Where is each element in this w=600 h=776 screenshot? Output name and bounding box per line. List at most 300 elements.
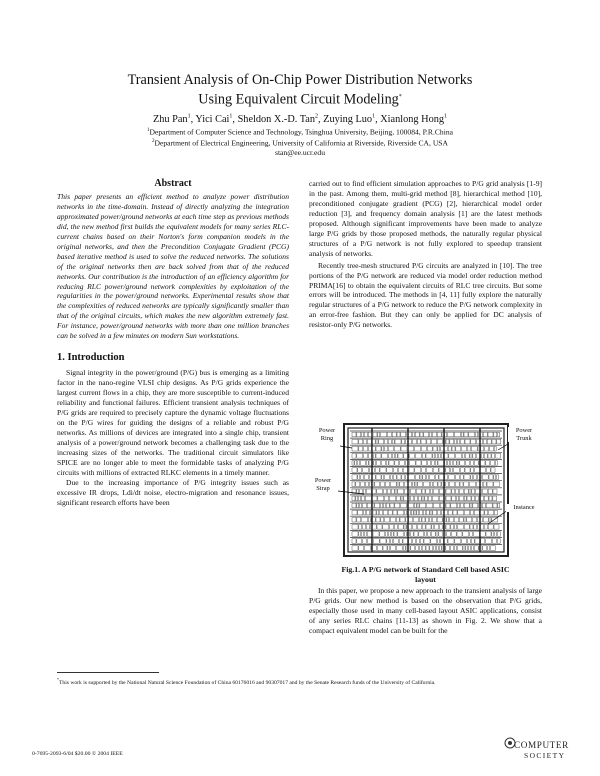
standard-cell — [394, 532, 397, 537]
author: Yici Cai$^1$, — [195, 114, 238, 126]
standard-cell — [464, 525, 469, 530]
standard-cell — [380, 532, 385, 537]
standard-cell — [467, 517, 472, 522]
standard-cell — [385, 475, 390, 480]
standard-cell — [498, 503, 500, 508]
standard-cell — [369, 482, 371, 487]
standard-cell — [494, 432, 497, 437]
standard-cell — [488, 454, 491, 459]
standard-cell — [352, 446, 358, 451]
standard-cell — [394, 525, 397, 530]
standard-cell — [415, 446, 421, 451]
standard-cell — [451, 532, 456, 537]
standard-cell — [385, 496, 389, 501]
standard-cell — [352, 432, 356, 437]
standard-cell — [481, 454, 483, 459]
standard-cell — [357, 454, 363, 459]
standard-cell — [359, 496, 361, 501]
standard-cell — [486, 503, 492, 508]
standard-cell — [352, 439, 358, 444]
standard-cell — [364, 454, 368, 459]
standard-cell — [436, 454, 438, 459]
standard-cell — [358, 468, 362, 473]
standard-cell — [465, 468, 470, 473]
standard-cell — [455, 482, 459, 487]
standard-cell — [470, 532, 473, 537]
standard-cell — [396, 517, 399, 522]
standard-cell — [352, 482, 355, 487]
standard-cell — [471, 468, 474, 473]
standard-cell — [389, 454, 392, 459]
standard-cell — [359, 439, 363, 444]
standard-cell — [446, 496, 451, 501]
standard-cell — [420, 510, 423, 515]
standard-cell — [380, 539, 386, 544]
standard-cell — [422, 496, 424, 501]
computer-society-logo: COMPUTER SOCIETY — [504, 735, 570, 765]
standard-cell — [394, 446, 400, 451]
standard-cell — [366, 525, 369, 530]
standard-cell — [439, 532, 443, 537]
standard-cell — [385, 517, 390, 522]
standard-cell — [474, 546, 478, 551]
standard-cell — [423, 510, 425, 515]
standard-cell — [359, 532, 361, 537]
standard-cell — [393, 510, 397, 515]
standard-cell — [460, 468, 464, 473]
standard-cell — [377, 510, 379, 515]
standard-cell — [408, 475, 414, 480]
standard-cell — [430, 546, 433, 551]
standard-cell — [494, 446, 496, 451]
standard-cell — [352, 532, 358, 537]
standard-cell — [389, 496, 395, 501]
label-power-trunk: Power Trunk — [508, 427, 540, 442]
standard-cell — [377, 489, 383, 494]
standard-cell — [497, 475, 499, 480]
standard-cell — [422, 525, 425, 530]
standard-cell — [470, 482, 476, 487]
standard-cell — [435, 525, 439, 530]
intro-paragraph-2: Due to the increasing importance of P/G integrity issues such as excessive IR drops, Ldi/dt noise, electro-migration and resonance issues, significant research efforts have been — [57, 477, 289, 507]
standard-cell — [438, 446, 440, 451]
standard-cell — [453, 468, 459, 473]
standard-cell — [414, 510, 416, 515]
standard-cell — [424, 432, 429, 437]
standard-cell — [401, 503, 407, 508]
standard-cell — [498, 432, 500, 437]
standard-cell — [450, 439, 454, 444]
standard-cell — [404, 496, 410, 501]
standard-cell — [388, 510, 392, 515]
standard-cell — [415, 468, 421, 473]
standard-cell — [455, 439, 457, 444]
standard-cell — [493, 489, 497, 494]
standard-cell — [451, 468, 453, 473]
standard-cell — [483, 482, 486, 487]
standard-cell — [470, 461, 473, 466]
standard-cell — [450, 517, 454, 522]
standard-cell — [415, 482, 417, 487]
standard-cell — [459, 489, 463, 494]
title-line-2: Using Equivalent Circuit Modeling* — [198, 91, 402, 108]
standard-cell — [459, 517, 463, 522]
standard-cell — [488, 525, 493, 530]
standard-cell — [395, 439, 401, 444]
standard-cell — [414, 532, 418, 537]
standard-cell — [483, 439, 486, 444]
standard-cell — [411, 510, 413, 515]
standard-cell — [397, 432, 400, 437]
standard-cell — [448, 446, 451, 451]
standard-cell — [433, 482, 437, 487]
standard-cell — [491, 468, 495, 473]
standard-cell — [409, 539, 412, 544]
standard-cell — [358, 510, 363, 515]
standard-cell — [429, 475, 434, 480]
standard-cell — [414, 496, 417, 501]
standard-cell-rows — [352, 432, 501, 550]
standard-cell — [450, 461, 452, 466]
standard-cell — [494, 525, 499, 530]
standard-cell — [352, 454, 356, 459]
standard-cell — [431, 532, 435, 537]
standard-cell — [457, 532, 462, 537]
standard-cell — [352, 496, 355, 501]
standard-cell — [472, 489, 475, 494]
standard-cell — [416, 461, 421, 466]
standard-cell — [367, 439, 371, 444]
standard-cell — [448, 510, 452, 515]
standard-cell — [397, 475, 401, 480]
standard-cell — [437, 439, 442, 444]
standard-cell — [399, 539, 402, 544]
standard-cell — [375, 482, 380, 487]
standard-cell — [427, 475, 429, 480]
standard-cell — [446, 546, 450, 551]
standard-cell — [352, 475, 357, 480]
standard-cell — [387, 539, 390, 544]
standard-cell — [471, 475, 473, 480]
standard-cell — [430, 517, 432, 522]
standard-cell — [484, 496, 488, 501]
standard-cell — [389, 461, 394, 466]
standard-cell — [413, 525, 417, 530]
standard-cell — [481, 446, 484, 451]
standard-cell — [494, 475, 496, 480]
standard-cell — [448, 461, 450, 466]
standard-cell — [448, 432, 454, 437]
standard-cell — [425, 532, 427, 537]
standard-cell — [429, 496, 432, 501]
standard-cell — [433, 446, 437, 451]
standard-cell — [364, 532, 366, 537]
title-footnote-mark: * — [398, 94, 402, 100]
abstract-text: This paper presents an efficient method to analyze power distribution networks in the time-domain. Instead of directly analyzing the integration approximated power/ground networks at each time step as previous methods did, the new method first builds the equivalent models for many series RLC-current chains based on their Norton's form companion models in the original networks, and then the Precondition Conjugate Gradient (PCG) based iterative method is used to solve the reduced networks. The solutions of the original networks then are back solved from that of the reduced networks. Our contribution is the introduction of an efficiency algorithm for reducing RLC power/ground network complexities by exploitation of the regularities in the power/ground networks. Experimental results show that the complexities of reduced networks are typically significantly smaller than that of the original circuits, which makes the new algorithm extremely fast. For instance, power/ground networks with more than one million branches can be solved in a few minutes on modern Sun workstations. — [57, 191, 289, 341]
standard-cell — [432, 496, 438, 501]
standard-cell — [474, 461, 478, 466]
standard-cell — [364, 446, 368, 451]
standard-cell — [401, 432, 406, 437]
standard-cell — [413, 539, 416, 544]
left-column — [57, 179, 289, 508]
standard-cell — [388, 532, 390, 537]
standard-cell — [424, 482, 430, 487]
standard-cell — [386, 503, 389, 508]
standard-cell — [405, 489, 410, 494]
standard-cell — [417, 510, 419, 515]
standard-cell — [398, 510, 404, 515]
standard-cell — [434, 546, 436, 551]
standard-cell — [428, 461, 431, 466]
standard-cell — [373, 539, 379, 544]
standard-cell — [415, 454, 421, 459]
standard-cell — [460, 503, 463, 508]
standard-cell — [463, 546, 465, 551]
standard-cell — [446, 503, 450, 508]
standard-cell — [405, 482, 408, 487]
standard-cell — [489, 517, 491, 522]
standard-cell — [422, 468, 426, 473]
standard-cell — [352, 517, 356, 522]
standard-cell — [360, 489, 363, 494]
author: Zuying Luo$^1$, — [323, 114, 381, 126]
standard-cell — [469, 489, 471, 494]
standard-cell — [381, 432, 387, 437]
standard-cell — [391, 546, 396, 551]
standard-cell — [420, 475, 422, 480]
standard-cell — [476, 432, 478, 437]
standard-cell — [438, 482, 441, 487]
standard-cell — [398, 525, 403, 530]
standard-cell — [400, 517, 405, 522]
standard-cell — [439, 475, 444, 480]
standard-cell — [375, 468, 379, 473]
standard-cell — [470, 525, 473, 530]
standard-cell — [352, 525, 358, 530]
standard-cell — [398, 489, 404, 494]
standard-cell — [409, 461, 415, 466]
affiliation-1: $^1$Department of Computer Science and Technology, Tsinghua University, Beijing, 100084, P.R.China — [147, 127, 453, 137]
standard-cell — [491, 461, 495, 466]
standard-cell — [485, 446, 489, 451]
standard-cell — [445, 475, 448, 480]
standard-cell — [454, 546, 456, 551]
standard-cell — [373, 432, 377, 437]
standard-cell — [488, 432, 493, 437]
standard-cell — [425, 496, 428, 501]
standard-cell — [423, 475, 426, 480]
author: Zhu Pan$^1$, — [152, 114, 196, 126]
standard-cell — [446, 439, 449, 444]
standard-cell — [363, 525, 366, 530]
standard-cell — [432, 432, 436, 437]
standard-cell — [439, 525, 442, 530]
standard-cell — [379, 439, 384, 444]
standard-cell — [391, 532, 393, 537]
standard-cell — [363, 468, 369, 473]
standard-cell — [483, 517, 488, 522]
standard-cell — [465, 510, 470, 515]
standard-cell — [363, 489, 365, 494]
standard-cell — [465, 439, 470, 444]
standard-cell — [492, 539, 496, 544]
standard-cell — [365, 496, 371, 501]
standard-cell — [471, 446, 477, 451]
standard-cell — [395, 503, 400, 508]
standard-cell — [464, 503, 469, 508]
standard-cell — [433, 489, 438, 494]
standard-cell — [390, 503, 394, 508]
standard-cell — [432, 517, 436, 522]
standard-cell — [476, 496, 479, 501]
standard-cell — [457, 496, 459, 501]
standard-cell — [405, 510, 407, 515]
standard-cell — [471, 546, 473, 551]
standard-cell — [385, 446, 388, 451]
standard-cell — [383, 546, 387, 551]
standard-cell — [444, 446, 447, 451]
standard-cell — [486, 539, 492, 544]
standard-cell — [492, 439, 496, 444]
standard-cell — [474, 510, 479, 515]
standard-cell — [392, 432, 396, 437]
standard-cell — [427, 503, 433, 508]
standard-cell — [415, 432, 419, 437]
standard-cell — [433, 510, 437, 515]
standard-cell — [364, 432, 367, 437]
standard-cell — [464, 517, 466, 522]
standard-cell — [462, 454, 464, 459]
standard-cell — [387, 468, 393, 473]
standard-cell — [381, 461, 385, 466]
standard-cell — [473, 503, 478, 508]
standard-cell — [493, 496, 497, 501]
standard-cell — [494, 482, 500, 487]
standard-cell — [441, 454, 443, 459]
paper-title — [60, 72, 540, 109]
standard-cell — [381, 517, 384, 522]
standard-cell — [482, 489, 487, 494]
standard-cell — [447, 517, 449, 522]
standard-cell — [383, 525, 389, 530]
standard-cell — [393, 475, 396, 480]
standard-cell — [446, 468, 450, 473]
standard-cell — [446, 489, 451, 494]
standard-cell — [492, 532, 494, 537]
figure-1-caption: Fig.1. A P/G network of Standard Cell based ASIC layout — [341, 565, 510, 584]
standard-cell — [432, 439, 437, 444]
standard-cell — [388, 446, 393, 451]
standard-cell — [375, 503, 380, 508]
standard-cell — [390, 525, 394, 530]
standard-cell — [382, 446, 384, 451]
standard-cell — [451, 546, 454, 551]
standard-cell — [493, 503, 497, 508]
standard-cell — [474, 525, 477, 530]
standard-cell — [489, 446, 493, 451]
standard-cell — [392, 439, 394, 444]
standard-cell — [381, 482, 385, 487]
author: Xianlong Hong$^1$ — [380, 114, 448, 126]
standard-cell — [471, 439, 476, 444]
author: Sheldon X.-D. Tan$^2$, — [237, 114, 324, 126]
standard-cell — [433, 454, 435, 459]
standard-cell — [364, 439, 367, 444]
standard-cell — [490, 546, 495, 551]
standard-cell — [438, 510, 441, 515]
standard-cell — [427, 446, 432, 451]
standard-cell — [412, 432, 414, 437]
standard-cell — [368, 446, 371, 451]
standard-cell — [445, 432, 447, 437]
standard-cell — [460, 439, 464, 444]
standard-cell — [365, 482, 368, 487]
standard-cell — [417, 525, 421, 530]
standard-cell — [452, 446, 455, 451]
standard-cell — [383, 510, 387, 515]
standard-cell — [424, 539, 430, 544]
standard-cell — [441, 446, 444, 451]
standard-cell — [400, 461, 405, 466]
standard-cell — [481, 539, 485, 544]
standard-cell — [395, 461, 399, 466]
author-email: stan@ee.ucr.edu — [274, 148, 325, 157]
standard-cell — [366, 510, 369, 515]
standard-cell — [440, 539, 443, 544]
standard-cell — [476, 489, 482, 494]
standard-cell — [393, 539, 398, 544]
standard-cell — [430, 482, 432, 487]
standard-cell — [464, 489, 468, 494]
standard-cell — [431, 489, 433, 494]
standard-cell — [403, 546, 405, 551]
standard-cell — [457, 439, 459, 444]
standard-cell — [492, 454, 495, 459]
standard-cell — [458, 503, 460, 508]
standard-cell — [382, 475, 384, 480]
standard-cell — [467, 496, 471, 501]
standard-cell — [451, 525, 454, 530]
standard-cell — [376, 454, 381, 459]
standard-cell — [467, 446, 470, 451]
standard-cell — [376, 439, 378, 444]
standard-cell — [352, 539, 356, 544]
standard-cell — [352, 468, 357, 473]
standard-cell — [395, 489, 397, 494]
intro-paragraph-1: Signal integrity in the power/ground (P/G) bus is emerging as a limiting factor in the nano-regine VLSI chip designs. As P/G grids experience the largest current flows in a chip, they are more susceptible to current-induced reliability and functional failures. Efficient transient analysis techniques of P/G grids are required to precisely capture the dynamic voltage fluctuations on the P/G wires for guiding the designs of a reliable and robust P/G networks. As millions of devices are integrated into a single chip, transient analysis of a power/ground network becomes a challenging task due to the increasing sizes of the networks. The traditional circuit simulators like SPICE are no longer able to meet the formidable tasks of analyzing P/G circuits with millions of extracted RLKC elements in a timely manner. — [57, 368, 289, 477]
footnote: *This work is supported by the National Natural Science Foundation of China 60176016 and 90307017 and by the Senate Research funds of the University of California. — [57, 677, 436, 686]
standard-cell — [410, 532, 413, 537]
standard-cell — [430, 510, 432, 515]
standard-cell — [464, 475, 470, 480]
standard-cell — [385, 439, 388, 444]
standard-cell — [475, 468, 480, 473]
standard-cell — [391, 539, 393, 544]
standard-cell — [469, 546, 471, 551]
standard-cell — [437, 432, 441, 437]
standard-cell — [363, 539, 367, 544]
standard-cell — [410, 489, 415, 494]
standard-cell — [357, 539, 362, 544]
standard-cell — [454, 432, 460, 437]
standard-cell — [364, 475, 368, 480]
standard-cell — [357, 517, 361, 522]
standard-cell — [387, 489, 390, 494]
standard-cell — [410, 454, 415, 459]
standard-cell — [396, 546, 402, 551]
standard-cell — [384, 489, 387, 494]
